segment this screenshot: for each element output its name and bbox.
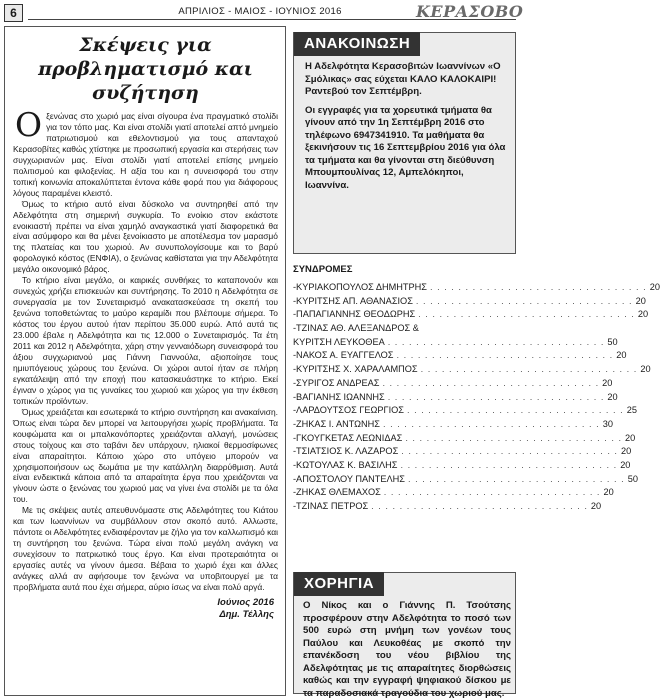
article-paragraph: Όμως χρειάζεται και εσωτερικά το κτήριο συντήρηση και ανακαίνιση. Όπως είναι τώρα δεν μπορεί να λειτουργήσει χωρίς προβλήματα. Τα κουφώματα και οι μπαλκονόπορτες χρειάζονται αλλαγή, μονώσεις στους τοίχους και στο ταβάνι δεν υπάρχουν, ηλιακοί θερμοσίφωνες είναι απαραίτητοι. Κάποιο χώρο στο υπόγειο μπορούν να χρησιμοποιήσουν ως δωμάτια με την κατάλληλη διαρρύθμιση. Αυτά είναι ενδεικτικά κάποια από τα απαραίτητα έργα που χρειάζονται να γίνουν ώστε ο ξενώνας του χωριού μας να γίνει ένα στολίδι με τα όλα του. [13,406,278,505]
dot-leader: . . . . . . . . . . . . . . . . . . . . . . . . . . . . . . . [371,501,588,511]
subscription-row [293,377,613,391]
subscription-amount: 20 [625,432,636,443]
sponsorship-heading: ΧΟΡΗΓΙΑ [294,572,384,596]
subscription-amount: 20 [603,487,614,498]
sponsorship-box [293,572,516,699]
subscription-row [293,432,636,446]
subscription-amount: 20 [635,295,646,306]
newspaper-logo: ΚΕΡΑΣΟΒΟ [416,2,524,21]
subscriber-name: -ΚΥΡΙΤΣΗΣ ΑΠ. ΑΘΑΝΑΣΙΟΣ [293,295,413,306]
announcement-paragraph: Οι εγγραφές για τα χορευτικά τμήματα θα γίνουν από την 1η Σεπτέμβρη 2016 στο τηλέφωνο 6947341910. Τα μαθήματα θα ξεκινήσουν τις 16 Σεπτεμβρίου 2016 για όλα τα τμήματα και θα γίνονται στη διεύθυνση Μπουμπουλίνας 12, Αμπελόκηποι, Ιωαννίνα. [305,104,506,191]
subscriptions-list [293,281,660,514]
dot-leader: . . . . . . . . . . . . . . . . . . . . . . . . . . . . . . . [401,446,618,457]
dot-leader: . . . . . . . . . . . . . . . . . . . . . . . . . . . . . . . [406,405,624,416]
subscription-row [293,473,638,487]
dot-leader: . . . . . . . . . . . . . . . . . . . . . . . . . . . . . . . [387,336,605,347]
subscription-row [293,445,632,459]
subscriber-name: -ΓΚΟΥΓΚΕΤΑΣ ΛΕΩΝΙΔΑΣ [293,432,403,443]
dot-leader: . . . . . . . . . . . . . . . . . . . . . . . . . . . . . . . [383,487,601,498]
subscription-row [293,418,613,432]
article-title: Σκέψεις για προβληματισμό και συζήτηση [38,34,253,104]
subscription-row [293,349,627,363]
subscription-amount: 20 [602,377,613,388]
article-paragraph: Οξενώνας στο χωριό μας είναι σίγουρα ένα πραγματικό στολίδι για τον τόπο μας. Και είναι στολίδι γιατί αποτελεί απτό μνημείο πατριωτισμού και εθελοντισμού για τους απανταχού Κερασοβίτες καθώς χτίστηκε με προσωπική εργασία και στερήσεις των συγχωριανών μας. Είναι στολίδι γιατί αποτελεί επίσης μνημείο πολιτισμού και φιλοξενίας. Η αξία του και η συνεισφορά του στην τοπική κοινωνία αποκαλύπτεται έντονα κάθε φορά που για διάφορους λόγους παραμένει κλειστό. [13,105,278,198]
subscriptions-heading: ΣΥΝΔΡΟΜΕΣ [293,264,353,275]
announcement-body [305,61,510,192]
article-signature [13,597,278,621]
dot-leader: . . . . . . . . . . . . . . . . . . . . . . . . . . . . . . . [429,282,647,292]
issue-date: ΑΠΡΙΛΙΟΣ - ΜΑΙΟΣ - ΙΟΥΝΙΟΣ 2016 [178,6,342,17]
dot-leader: . . . . . . . . . . . . . . . . . . . . . . . . . . . . . . . [387,391,605,402]
subscription-amount: 20 [620,446,632,457]
subscription-amount: 20 [616,350,627,361]
dot-leader: . . . . . . . . . . . . . . . . . . . . . . . . . . . . . . . [420,364,638,375]
subscription-row [293,404,637,418]
dot-leader: . . . . . . . . . . . . . . . . . . . . . . . . . . . . . . . [382,418,600,429]
subscriber-name: -ΤΖΙΝΑΣ ΑΘ. ΑΛΕΞΑΝΔΡΟΣ & [293,323,419,334]
subscriber-name: -ΚΥΡΙΑΚΟΠΟΥΛΟΣ ΔΗΜΗΤΡΗΣ [293,282,427,292]
subscription-amount: 20 [649,282,660,292]
subscriber-name: -ΝΑΚΟΣ Α. ΕΥΑΓΓΕΛΟΣ [293,350,394,361]
article-box [4,26,286,696]
subscriber-name: -ΒΑΓΙΑΝΗΣ ΙΩΑΝΝΗΣ [293,391,385,402]
page-number: 6 [4,4,23,22]
dot-leader: . . . . . . . . . . . . . . . . . . . . . . . . . . . . . . . [415,295,633,306]
subscription-amount: 30 [602,418,613,429]
subscriber-name: -ΑΠΟΣΤΟΛΟΥ ΠΑΝΤΕΛΗΣ [293,473,405,484]
dot-leader: . . . . . . . . . . . . . . . . . . . . . . . . . . . . . . . [405,432,623,443]
dot-leader: . . . . . . . . . . . . . . . . . . . . . . . . . . . . . . . [400,459,618,470]
subscription-row [293,322,508,336]
subscriber-name: -ΖΗΚΑΣ Ι. ΑΝΤΩΝΗΣ [293,418,380,429]
subscription-row [293,500,602,514]
dot-leader: . . . . . . . . . . . . . . . . . . . . . . . . . . . . . . . [382,377,600,388]
subscription-row [293,308,649,322]
dot-leader: . . . . . . . . . . . . . . . . . . . . . . . . . . . . . . . [407,473,625,484]
subscription-amount: 20 [640,364,651,375]
page-header [0,0,524,24]
subscription-row [293,336,618,350]
subscription-amount: 20 [607,391,618,402]
subscription-row [293,281,660,295]
subscription-amount: 20 [590,501,602,511]
drop-cap: Ο [15,105,43,144]
article-body [13,105,278,593]
subscription-row [293,459,631,473]
subscription-amount: 50 [627,473,638,484]
subscription-amount: 20 [637,309,649,320]
subscription-row [293,363,651,377]
subscriber-name: -ΚΩΤΟΥΛΑΣ Κ. ΒΑΣΙΛΗΣ [293,459,398,470]
subscriber-name: -ΤΖΙΝΑΣ ΠΕΤΡΟΣ [293,501,369,511]
announcement-box [293,32,516,254]
subscription-row [293,391,618,405]
article-paragraph: Όμως το κτήριο αυτό είναι δύσκολο να συντηρηθεί από την Αδελφότητα στη σημερινή συγκυρία. Το ενοίκιο στον εκάστοτε ενοικιαστή πρέπει να είναι χαμηλό αναγκαστικά γιατί διαφορετικά θα είναι ασύμφορο και θα μένει ξενοίκιαστο με αποτέλεσμα τον μαρασμό της πλατείας και του χωριού. Αν συνυπολογίσουμε και το βαρύ φορολογικό κόστος (ΕΝΦΙΑ), ο ξενώνας καθίσταται για την Αδελφότητα μεγάλο οικονομικό βάρος. [13,198,278,275]
signature-author: Δημ. Τέλλης [219,608,274,620]
subscriber-name: -ΣΥΡΙΓΟΣ ΑΝΔΡΕΑΣ [293,377,380,388]
dot-leader: . . . . . . . . . . . . . . . . . . . . . . . . . . . . . . . [396,350,614,361]
subscription-amount: 25 [626,405,637,416]
dot-leader: . . . . . . . . . . . . . . . . . . . . . . . . . . . . . . . [418,309,635,320]
subscription-row [293,486,614,500]
subscriber-name: -ΠΑΠΑΓΙΑΝΝΗΣ ΘΕΟΔΩΡΗΣ [293,309,416,320]
announcement-heading: ΑΝΑΚΟΙΝΩΣΗ [294,32,420,56]
subscriber-name: -ΚΥΡΙΤΣΗΣ Χ. ΧΑΡΑΛΑΜΠΟΣ [293,364,418,375]
subscriber-name: -ΖΗΚΑΣ ΘΛΕΜΑΧΟΣ [293,487,381,498]
announcement-paragraph: Η Αδελφότητα Κερασοβιτών Ιωαννίνων «Ο Σμόλικας» σας εύχεται ΚΑΛΟ ΚΑΛΟΚΑΙΡΙ! Ραντεβού τον Σεπτέμβρη. [305,61,501,97]
subscriber-name: ΚΥΡΙΤΣΗ ΛΕΥΚΟΘΕΑ [293,336,385,347]
subscription-amount: 50 [607,336,618,347]
subscriber-name: -ΤΣΙΑΤΣΙΟΣ Κ. ΛΑΖΑΡΟΣ [293,446,399,457]
signature-date: Ιούνιος 2016 [217,596,274,608]
subscriber-name: -ΛΑΡΔΟΥΤΣΟΣ ΓΕΩΡΓΙΟΣ [293,405,404,416]
subscription-row [293,295,646,309]
sponsorship-text: Ο Νίκος και ο Γιάννης Π. Τσούτσης προσφέρουν στην Αδελφότητα το ποσό των 500 ευρώ στη μνήμη των γονέων τους Παύλου και Λευκοθέας με σκοπό την επανέκδοση του νέου βιβλίου της Αδελφότητας με τις απαραίτητες διορθώσεις καθώς και την εγγραφή ψηφιακού δίσκου με τα παραδοσιακά τραγούδια του χωριού μας. [303,600,511,699]
article-paragraph: Το κτήριο είναι μεγάλο, οι καιρικές συνθήκες το καταπονούν και συνεχώς χρήζει επισκευών και συντήρησης. Το 2010 η Αδελφότητα σε συνεργασία με τον Συνεταιρισμό ανακατασκεύασε τη σκεπή του ξενώνα τοποθετώντας το μαύρο κεραμίδι που βλέπουμε σήμερα. Το κόστος του έργου αυτού ήταν περίπου 35.000 ευρώ. Από αυτά τις 23.000 έβαλε η Αδελφότητα και τις 12.000 ο Συνεταιρισμός. Τα έτη 2011 και 2012 η Αδελφότητα, χάρη στην γενναιόδωρη συνεισφορά του άξιου συγχωριανού μας Γιάννη Γιαννούλα, αξιοποίησε τους ημιυπόγειους χώρους του ξενώνα. Οι χώροι αυτοί ήταν σε πλήρη εγκατάλειψη από την εποχή που κατασκευάστηκε το κτήριο. Εκεί έγιναν ο χώρος για τις γυναίκες του χωριού και χώρος για την έκθεση τοπικών προϊόντων. [13,275,278,406]
subscription-amount: 20 [620,459,631,470]
article-paragraph: Με τις σκέψεις αυτές απευθυνόμαστε στις Αδελφότητες του Κιάτου και των Ιωαννίνων να συμβάλλουν στον σκοπό αυτό. Αλλωστε, πάντοτε οι Αδελφότητες ενδιαφέρονταν με ζήλο για τον καλλωπισμό και τη συντήρηση του ξενώνα. Τώρα είναι πολύ μεγάλη ανάγκη να συνεχίσουν το πατριωτικό τους έργο. Και είναι προτεραιότητα οι εργασίες αυτές να γίνουν άμεσα. Βέβαια το χωριό έχει και άλλες ανάγκες αλλά αν αφήσουμε τον ξενώνα να υποβιτουργεί με τα προβλήματα αυτά που έχει σήμερα, αύριο ίσως να είναι πολύ αργά. [13,505,278,592]
